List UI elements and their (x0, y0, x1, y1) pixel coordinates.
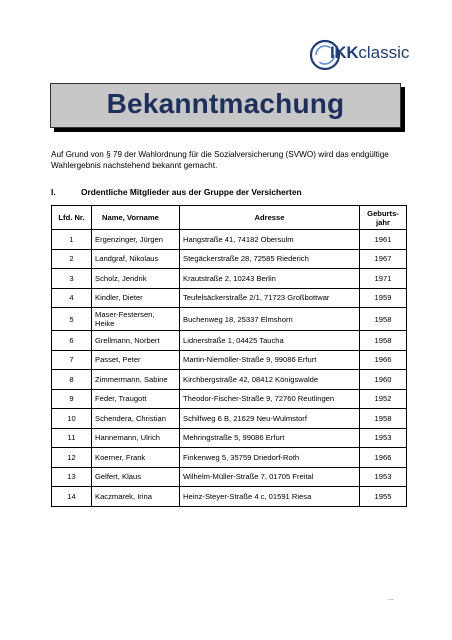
cell-address: Teufelsäckerstraße 2/1, 71723 Großbottwar (180, 288, 360, 308)
section-title: Ordentliche Mitglieder aus der Gruppe der Versicherten (81, 187, 302, 197)
cell-nr: 10 (52, 409, 92, 429)
cell-nr: 6 (52, 331, 92, 351)
cell-year: 1967 (360, 249, 407, 269)
cell-address: Wilhelm-Müller-Straße 7, 01705 Freital (180, 467, 360, 487)
table-row (52, 249, 407, 269)
table-row (52, 389, 407, 409)
cell-nr: 9 (52, 389, 92, 409)
ikk-classic-logo (308, 38, 410, 72)
table-row (52, 269, 407, 289)
cell-address: Buchenweg 18, 25337 Elmshorn (180, 308, 360, 331)
table-row (52, 467, 407, 487)
cell-address: Theodor-Fischer-Straße 9, 72760 Reutlingen (180, 389, 360, 409)
cell-address: Martin-Niemöller-Straße 9, 99086 Erfurt (180, 350, 360, 370)
cell-nr: 1 (52, 230, 92, 250)
cell-address: Krautstraße 2, 10243 Berlin (180, 269, 360, 289)
cell-address: Stegäckerstraße 28, 72585 Riederich (180, 249, 360, 269)
cell-year: 1953 (360, 467, 407, 487)
logo-ikk-text: IKK (330, 43, 359, 62)
table-row (52, 230, 407, 250)
continuation-marker: ... (388, 595, 394, 602)
table-row (52, 288, 407, 308)
cell-address: Hangstraße 41, 74182 Obersulm (180, 230, 360, 250)
cell-nr: 4 (52, 288, 92, 308)
table-row (52, 448, 407, 468)
section-number: I. (51, 187, 56, 197)
cell-address: Heinz-Steyer-Straße 4 c, 01591 Riesa (180, 487, 360, 507)
table-row (52, 308, 407, 331)
cell-year: 1966 (360, 350, 407, 370)
cell-name: Hannemann, Ulrich (92, 428, 180, 448)
cell-name: Feder, Traugott (92, 389, 180, 409)
cell-name: Kaczmarek, Irina (92, 487, 180, 507)
cell-name: Kindler, Dieter (92, 288, 180, 308)
table-row (52, 370, 407, 390)
table-header-row (52, 206, 407, 230)
cell-nr: 5 (52, 308, 92, 331)
cell-year: 1958 (360, 409, 407, 429)
table-row (52, 487, 407, 507)
cell-year: 1958 (360, 331, 407, 351)
table-row (52, 409, 407, 429)
cell-name: Grellmann, Norbert (92, 331, 180, 351)
cell-year: 1959 (360, 288, 407, 308)
cell-nr: 2 (52, 249, 92, 269)
cell-name: Schendera, Christian (92, 409, 180, 429)
cell-address: Finkenweg 5, 35759 Driedorf-Roth (180, 448, 360, 468)
header-nr: Lfd. Nr. (52, 206, 92, 230)
intro-paragraph: Auf Grund von § 79 der Wahlordnung für die Sozialversicherung (SVWO) wird das endgültige Wahlergebnis nachstehend bekannt gemacht. (51, 150, 389, 170)
title-banner (50, 83, 401, 128)
cell-address: Kirchbergstraße 42, 08412 Königswalde (180, 370, 360, 390)
cell-name: Zimmermann, Sabine (92, 370, 180, 390)
cell-address: Schilfweg 6 B, 21629 Neu-Wulmstorf (180, 409, 360, 429)
header-year: Geburts-jahr (360, 206, 407, 230)
logo-wordmark (330, 43, 409, 63)
cell-year: 1952 (360, 389, 407, 409)
table-row (52, 331, 407, 351)
cell-name: Scholz, Jendrik (92, 269, 180, 289)
cell-year: 1955 (360, 487, 407, 507)
members-table (51, 205, 407, 507)
cell-address: Mehringstraße 5, 99086 Erfurt (180, 428, 360, 448)
table-row (52, 350, 407, 370)
header-address: Adresse (180, 206, 360, 230)
cell-nr: 8 (52, 370, 92, 390)
page-title: Bekanntmachung (106, 88, 345, 119)
cell-nr: 13 (52, 467, 92, 487)
logo-classic-text: classic (358, 43, 410, 62)
cell-name: Koerner, Frank (92, 448, 180, 468)
cell-year: 1966 (360, 448, 407, 468)
cell-nr: 3 (52, 269, 92, 289)
header-name: Name, Vorname (92, 206, 180, 230)
cell-name: Passet, Peter (92, 350, 180, 370)
cell-nr: 12 (52, 448, 92, 468)
cell-nr: 14 (52, 487, 92, 507)
cell-address: Lidnerstraße 1, 04425 Taucha (180, 331, 360, 351)
cell-name: Ergenzinger, Jürgen (92, 230, 180, 250)
cell-year: 1953 (360, 428, 407, 448)
cell-name: Gelfert, Klaus (92, 467, 180, 487)
cell-year: 1971 (360, 269, 407, 289)
cell-name: Landgraf, Nikolaus (92, 249, 180, 269)
cell-nr: 7 (52, 350, 92, 370)
cell-nr: 11 (52, 428, 92, 448)
table-row (52, 428, 407, 448)
section-heading (51, 187, 302, 197)
cell-year: 1960 (360, 370, 407, 390)
cell-year: 1958 (360, 308, 407, 331)
cell-year: 1961 (360, 230, 407, 250)
cell-name: Maser-Festersen, Heike (92, 308, 180, 331)
